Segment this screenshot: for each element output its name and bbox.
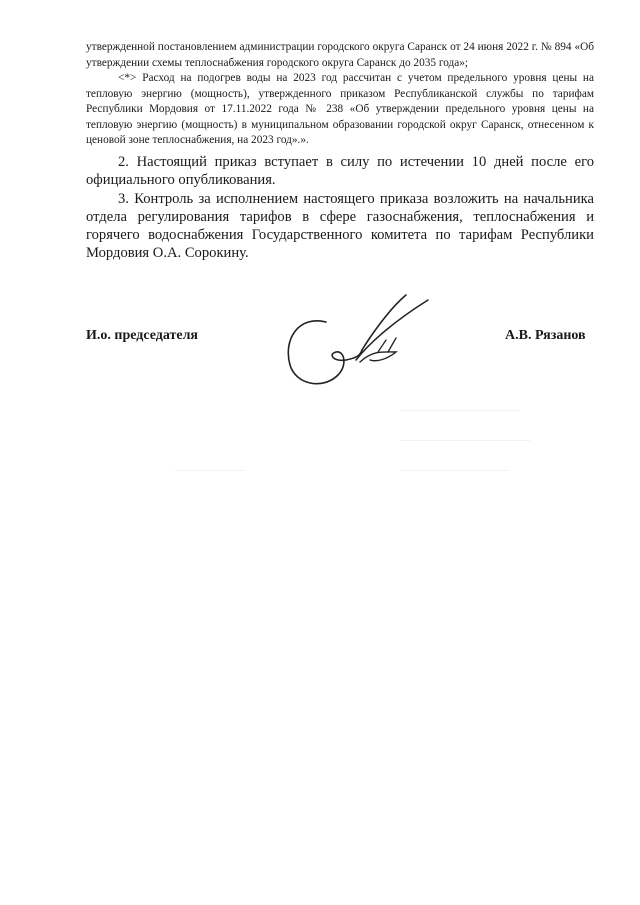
scan-artifact <box>400 470 510 471</box>
handwritten-signature <box>278 290 438 400</box>
clause-3: 3. Контроль за исполнением настоящего приказа возложить на начальника отдела регулирования тарифов в сфере газоснабжения, теплоснабжения и горячего водоснабжения Государственного комитета по тарифам Республики Мордовия О.А. Сорокину. <box>86 190 594 262</box>
signatory-name: А.В. Рязанов <box>505 328 586 343</box>
clause-2: 2. Настоящий приказ вступает в силу по истечении 10 дней после его официального опубликования. <box>86 154 594 189</box>
footnote-block <box>86 40 594 149</box>
scan-artifact <box>400 410 520 411</box>
footnote-line-1: утвержденной постановлением администрации городского округа Саранск от 24 июня 2022 г. № 894 «Об утверждении схемы теплоснабжения городского округа Саранск до 2035 года»; <box>86 41 594 69</box>
scan-artifact <box>400 440 530 441</box>
scan-artifact <box>175 470 245 471</box>
footnote-line-2: <*> Расход на подогрев воды на 2023 год рассчитан с учетом предельного уровня цены на тепловую энергию (мощность), утвержденного приказом Республиканской службы по тарифам Республики Мордовия от 17.11.2022 года № 238 «Об утверждении предельного уровня цены на тепловую энергию (мощность) в муниципальном образовании городской округ Саранск, отнесенном к ценовой зоне теплоснабжения, на 2023 год».». <box>86 72 594 146</box>
signatory-position: И.о. председателя <box>86 328 199 343</box>
clauses-block <box>86 153 594 263</box>
